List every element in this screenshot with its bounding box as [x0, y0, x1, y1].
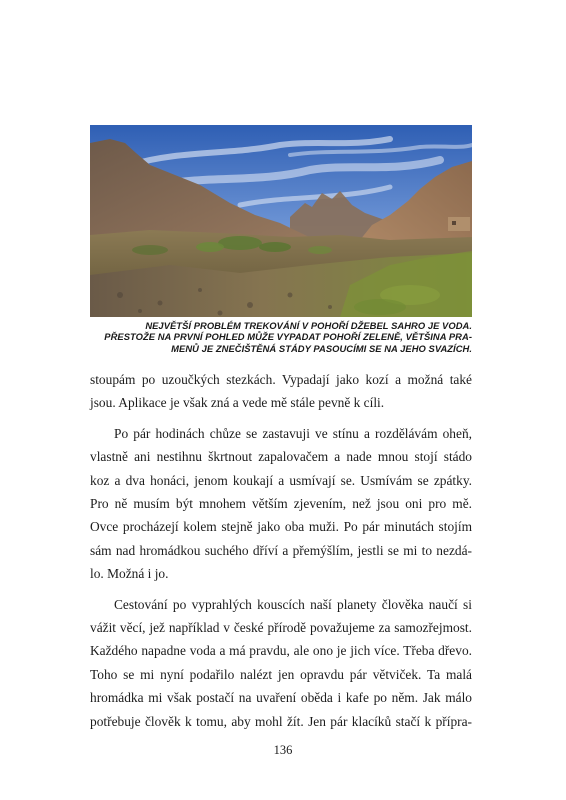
text-line: vážit věcí, jež například v české přírodě považujeme za samozřejmost. [90, 620, 472, 636]
text-line: Toho se mi nyní podařilo nalézt jen opravdu pár větviček. Ta malá [90, 666, 472, 682]
page-number: 136 [273, 743, 293, 757]
mountain-landscape-photo [90, 125, 472, 317]
text-line: potřebuje člověk k tomu, aby mohl žít. Jen pár klacíků stačí k přípra- [90, 713, 472, 729]
text-line: lo. Možná i jo. [90, 566, 169, 582]
text-line: sám nad hromádkou suchého dříví a přemýšlím, jestli se mi to nezdá- [90, 542, 472, 558]
text-line: Pro ně musím být mnohem větším zjevením, než jsou oni pro mě. [90, 496, 472, 512]
paragraph [90, 422, 472, 586]
text-line: Ovce procházejí kolem stejně jako oba muži. Po pár minutách stojím [90, 519, 472, 535]
stone-building [448, 217, 470, 231]
text-line: jsou. Aplikace je však zná a vede mě stále pevně k cíli. [90, 395, 385, 411]
caption-line: MENŮ JE ZNEČIŠTĚNÁ STÁDY PASOUCÍMI SE NA JEHO SVAZÍCH. [171, 342, 472, 354]
text-line: stoupám po uzoučkých stezkách. Vypadají jako kozí a možná také [90, 372, 472, 387]
text-line: Po pár hodinách chůze se zastavuji ve stínu a rozdělávám oheň, [114, 425, 472, 441]
photo-caption [90, 320, 472, 354]
paragraph [90, 368, 472, 415]
text-line: hromádka mi však postačí na uvaření oběda i kafe po něm. Jak málo [90, 690, 472, 706]
body-text [90, 368, 472, 733]
photo-illustration [90, 125, 472, 317]
text-line: Cestování po vyprahlých kouscích naší planety člověka naučí si [114, 596, 472, 612]
text-line: Každého napadne voda a má pravdu, ale ono je jich více. Třeba dřevo. [90, 643, 472, 659]
text-line: vlastně ani nestihnu škrtnout zapalovačem a nade mnou stojí stádo [90, 449, 472, 465]
paragraph [90, 593, 472, 733]
caption-line: PŘESTOŽE NA PRVNÍ POHLED MŮŽE VYPADAT POHOŘÍ ZELENĚ, VĚTŠINA PRA- [104, 331, 472, 343]
caption-line: NEJVĚTŠÍ PROBLÉM TREKOVÁNÍ V POHOŘÍ DŽEBEL SAHRO JE VODA. [145, 320, 472, 331]
text-line: koz a dva honáci, jenom koukají a usmívají se. Usmívám se zpátky. [90, 472, 472, 488]
building-window [452, 221, 456, 225]
